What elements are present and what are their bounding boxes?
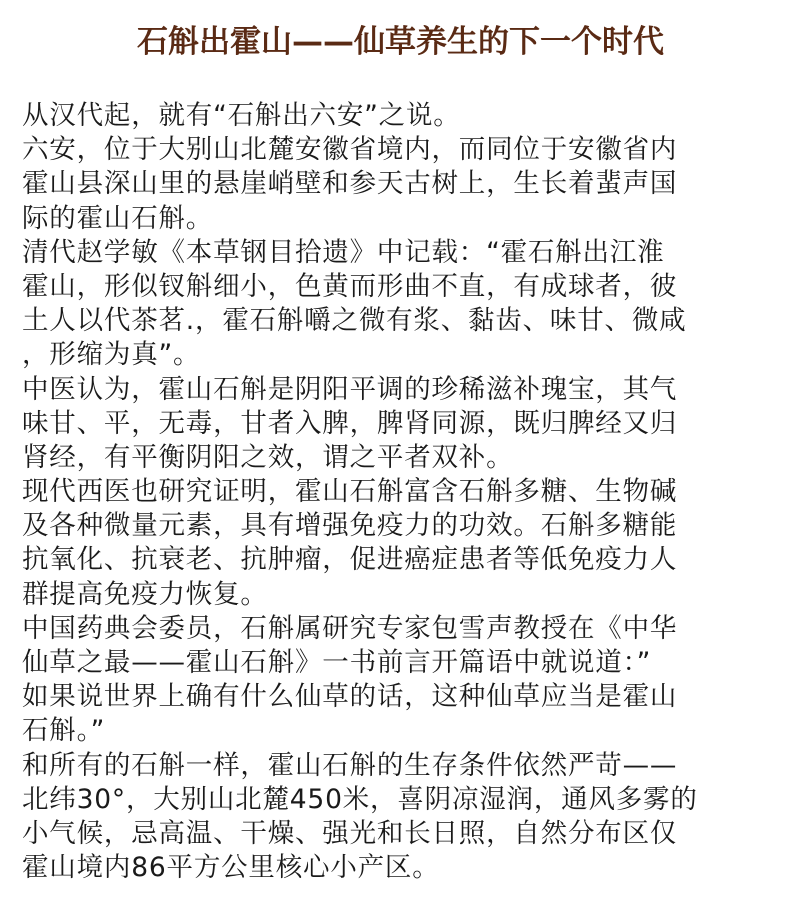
text-line: 中国药典会委员，石斛属研究专家包雪声教授在《中华	[22, 612, 678, 644]
text-line: 中医认为，霍山石斛是阴阳平调的珍稀滋补瑰宝，其气	[22, 373, 678, 405]
text-line: 石斛。”	[22, 715, 106, 747]
text-line: 抗氧化、抗衰老、抗肿瘤，促进癌症患者等低免疫力人	[22, 544, 678, 576]
article-title: 石斛出霍山——仙草养生的下一个时代	[137, 24, 664, 60]
text-line: ，形缩为真”。	[22, 339, 201, 371]
text-line: 北纬30°，大别山北麓450米，喜阴凉湿润，通风多雾的	[22, 783, 698, 815]
text-line: 土人以代茶茗.，霍石斛嚼之微有浆、黏齿、味甘、微咸	[22, 305, 687, 337]
text-line: 味甘、平，无毒，甘者入脾，脾肾同源，既归脾经又归	[22, 407, 678, 439]
text-line: 现代西医也研究证明，霍山石斛富含石斛多糖、生物碱	[22, 476, 678, 508]
text-line: 群提高免疫力恢复。	[22, 578, 268, 610]
text-line: 如果说世界上确有什么仙草的话，这种仙草应当是霍山	[22, 681, 678, 713]
text-line: 霍山县深山里的悬崖峭壁和参天古树上，生长着蜚声国	[22, 168, 678, 200]
text-line: 霍山境内86平方公里核心小产区。	[22, 852, 440, 884]
text-line: 六安，位于大别山北麓安徽省境内，而同位于安徽省内	[22, 134, 678, 166]
article-body	[22, 99, 792, 885]
text-line: 清代赵学敏《本草钢目拾遗》中记载：“霍石斛出江淮	[22, 236, 665, 268]
text-line: 仙草之最——霍山石斛》一书前言开篇语中就说道：”	[22, 647, 652, 678]
text-line: 和所有的石斛一样，霍山石斛的生存条件依然严苛——	[22, 749, 678, 781]
text-line: 肾经，有平衡阴阳之效，谓之平者双补。	[22, 441, 514, 473]
text-line: 霍山，形似钗斛细小，色黄而形曲不直，有成球者，彼	[22, 270, 678, 302]
text-line: 际的霍山石斛。	[22, 202, 214, 234]
text-line: 从汉代起，就有“石斛出六安”之说。	[22, 100, 461, 131]
text-line: 及各种微量元素，具有增强免疫力的功效。石斛多糖能	[22, 510, 678, 542]
text-line: 小气候，忌高温、干燥、强光和长日照，自然分布区仅	[22, 817, 678, 849]
